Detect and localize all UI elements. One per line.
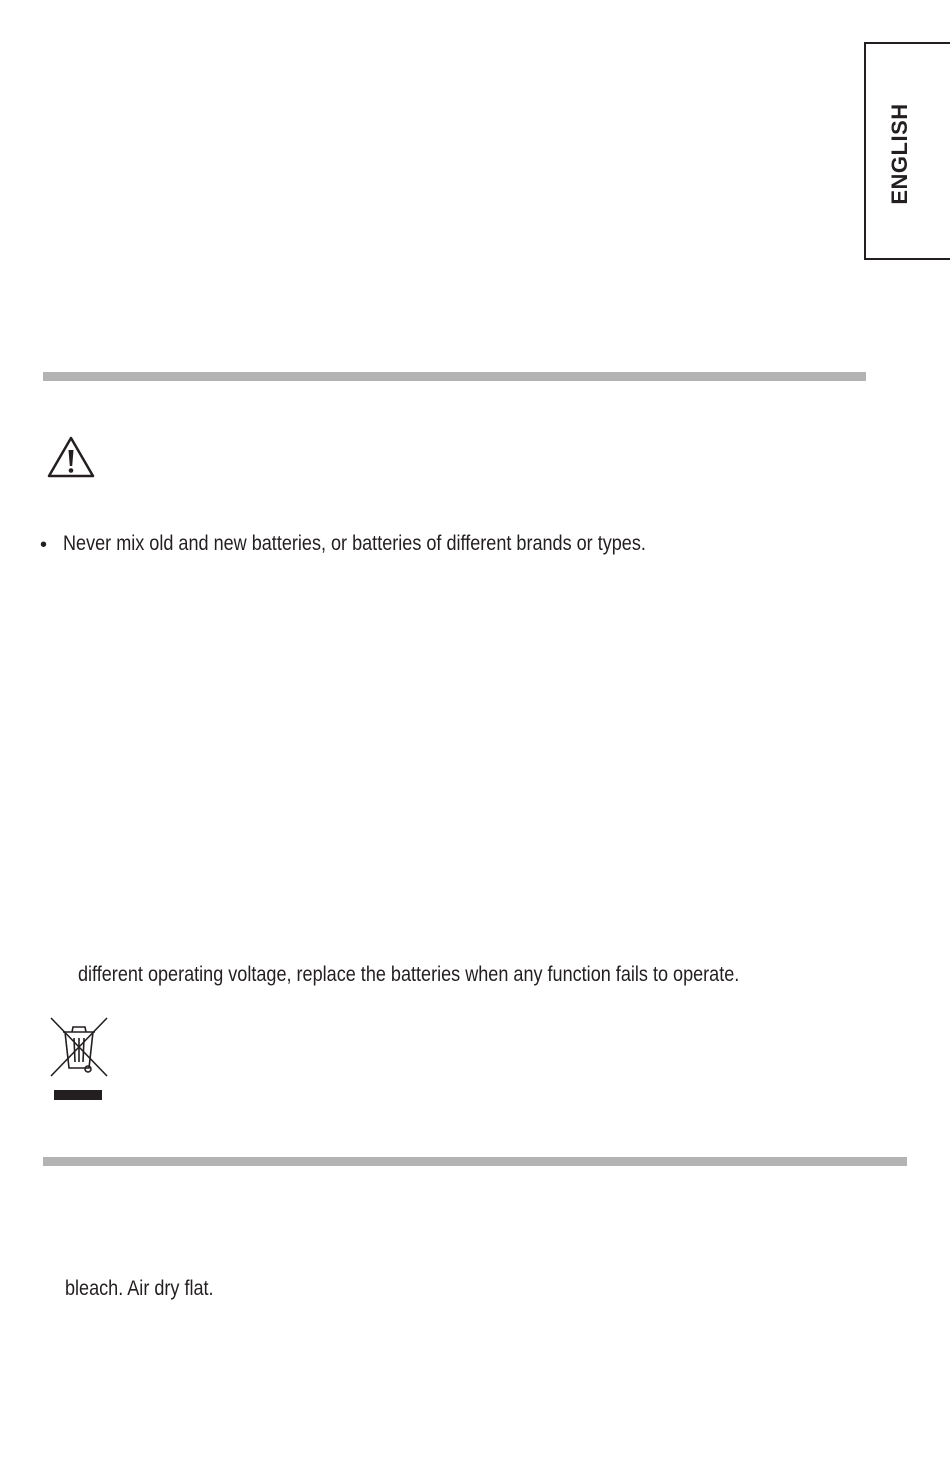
language-tab-label: ENGLISH <box>887 103 912 205</box>
care-instruction-text: bleach. Air dry flat. <box>65 1277 214 1300</box>
section-divider-top <box>43 372 866 381</box>
crossed-out-wheelie-bin-icon <box>48 1014 110 1104</box>
battery-voltage-text: different operating voltage, replace the batteries when any function fails to operate. <box>78 963 740 986</box>
battery-mix-warning-text: Never mix old and new batteries, or batteries of different brands or types. <box>63 532 646 555</box>
bullet-point: • <box>40 534 48 556</box>
section-divider-bottom <box>43 1157 907 1166</box>
warning-triangle-icon <box>46 434 96 480</box>
